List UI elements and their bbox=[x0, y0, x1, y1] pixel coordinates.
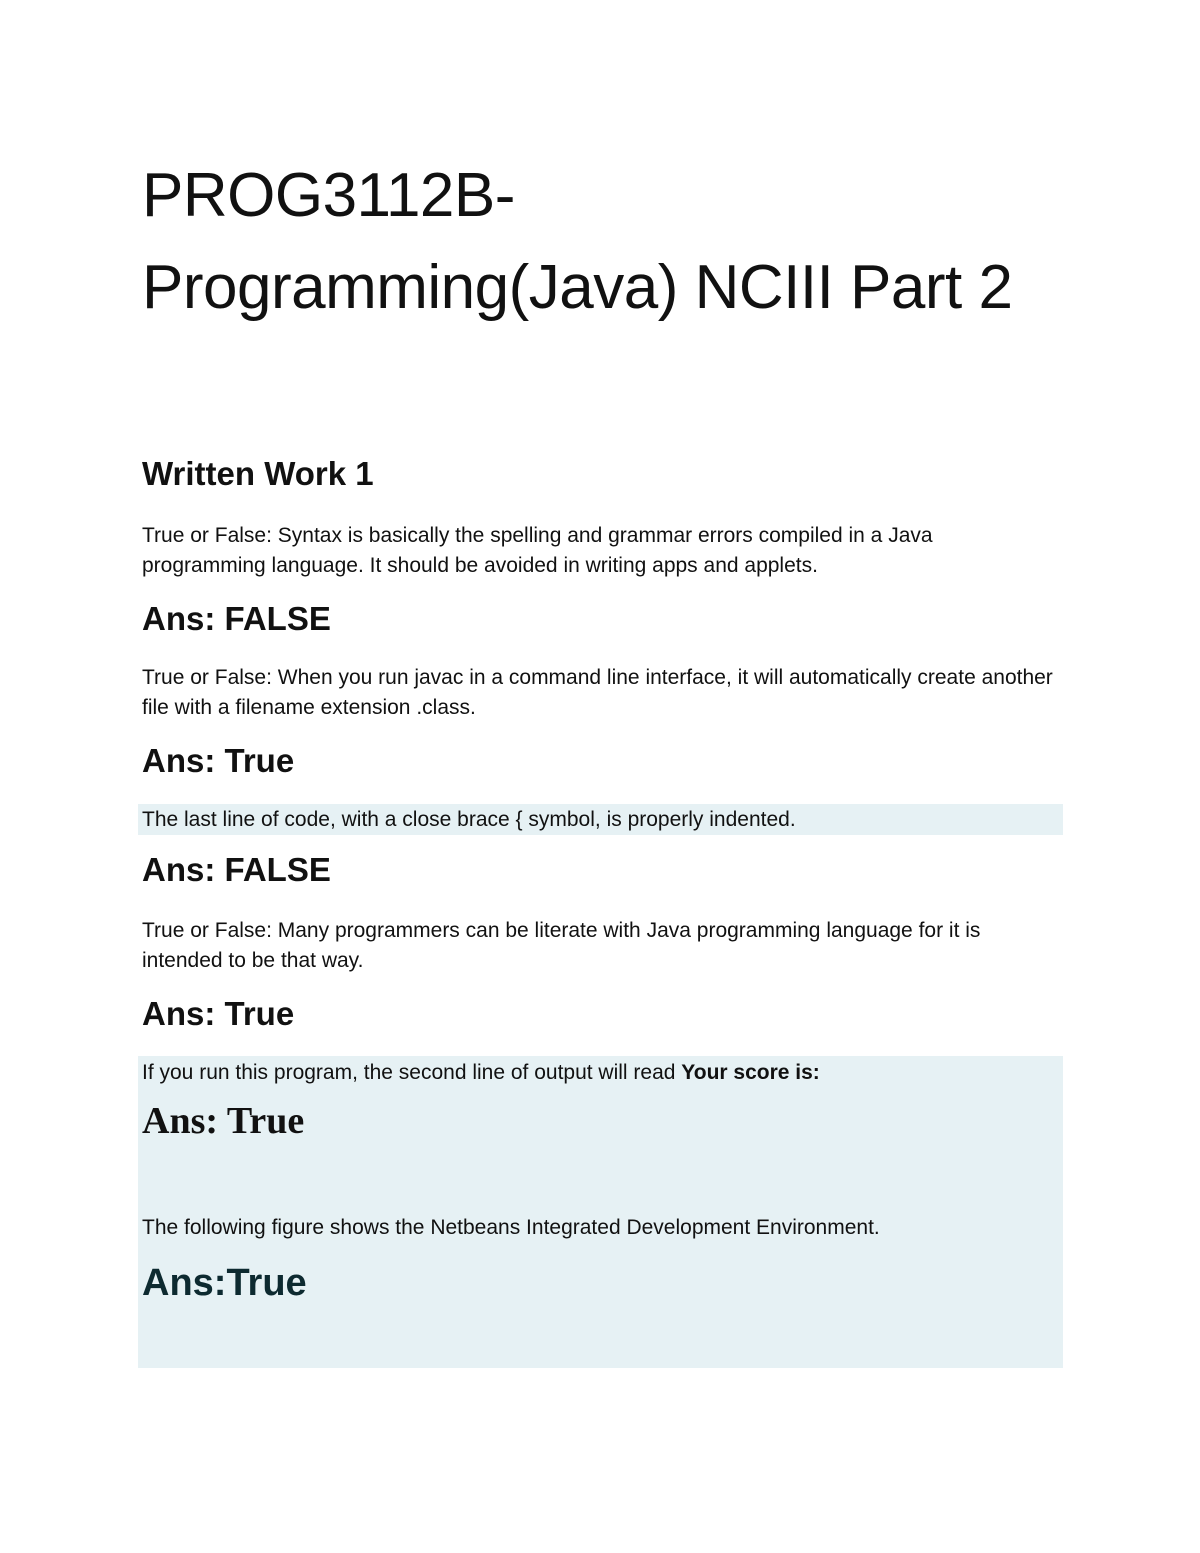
page-title-line-2: Programming(Java) NCIII Part 2 bbox=[142, 253, 1013, 322]
question-1: True or False: Syntax is basically the spelling and grammar errors compiled in a Java programming language. It should be avoided in writing apps and applets. bbox=[142, 524, 933, 577]
question-2: True or False: When you run javac in a command line interface, it will automatically create another file with a filename extension .class. bbox=[142, 666, 1053, 719]
answer-2: Ans: True bbox=[142, 742, 295, 779]
answer-5: Ans: True bbox=[142, 1100, 305, 1142]
page-title bbox=[142, 150, 1122, 334]
answer-1: Ans: FALSE bbox=[142, 600, 331, 637]
answer-4: Ans: True bbox=[142, 995, 295, 1032]
answer-6: Ans:True bbox=[142, 1262, 307, 1304]
question-4: True or False: Many programmers can be literate with Java programming language for it is intended to be that way. bbox=[142, 919, 981, 972]
page-title-line-1: PROG3112B- bbox=[142, 161, 515, 230]
question-5-text: If you run this program, the second line of output will read bbox=[142, 1061, 682, 1084]
section-heading: Written Work 1 bbox=[142, 455, 374, 492]
question-5 bbox=[142, 1058, 1062, 1088]
question-6: The following figure shows the Netbeans Integrated Development Environment. bbox=[142, 1216, 880, 1239]
answer-3: Ans: FALSE bbox=[142, 851, 331, 888]
question-3: The last line of code, with a close brace { symbol, is properly indented. bbox=[142, 808, 796, 831]
question-5-bold-text: Your score is: bbox=[681, 1061, 820, 1084]
